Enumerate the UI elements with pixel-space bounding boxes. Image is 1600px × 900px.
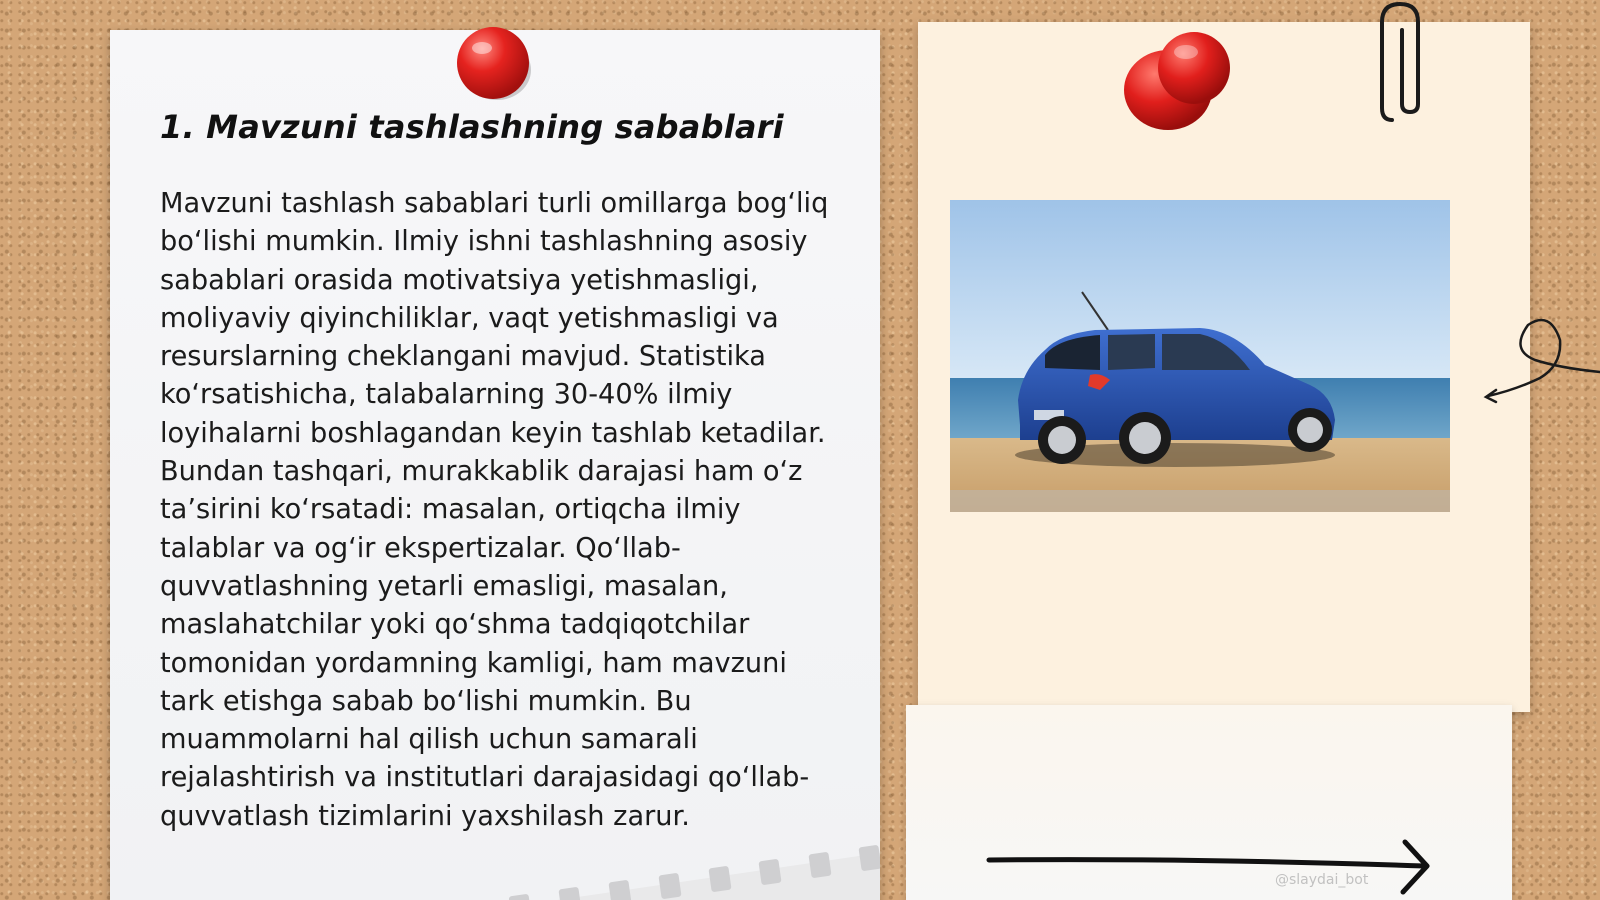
watermark-text: @slaydai_bot: [1275, 872, 1369, 888]
slide-body-text: Mavzuni tashlash sabablari turli omillarga bog‘liq bo‘lishi mumkin. Ilmiy ishni tashlashning asosiy sabablari orasida motivatsiya yetishmasligi, moliyaviy qiyinchiliklar, vaqt yetishmasligi va resurslarning cheklangani mavjud. Statistika ko‘rsatishicha, talabalarning 30-40% ilmiy loyihalarni boshlagandan keyin tashlab ketadilar. Bundan tashqari, murakkablik darajasi ham o‘z ta’sirini ko‘rsatadi: masalan, ortiqcha ilmiy talablar va og‘ir ekspertizalar. Qo‘llab-quvvatlashning yetarli emasligi, masalan, maslahatchilar yoki qo‘shma tadqiqotchilar tomonidan yordamning kamligi, ham mavzuni tark etishga sabab bo‘lishi mumkin. Bu muammolarni hal qilish uchun samarali rejalashtirish va institutlari darajasidagi qo‘llab-quvvatlash tizimlarini yaxshilash zarur.: [160, 188, 829, 832]
paperclip-icon: [1378, 0, 1424, 126]
car-photo: [950, 200, 1450, 512]
squiggle-arrow-icon: [1480, 310, 1600, 410]
push-pin-icon: [1120, 30, 1240, 132]
torn-notebook-edge: [420, 840, 880, 900]
slide-title: 1. Mavzuni tashlashning sabablari: [160, 108, 784, 146]
text-note-card: [110, 30, 880, 900]
arrow-right-icon: [985, 836, 1455, 896]
push-pin-icon: [452, 22, 534, 104]
